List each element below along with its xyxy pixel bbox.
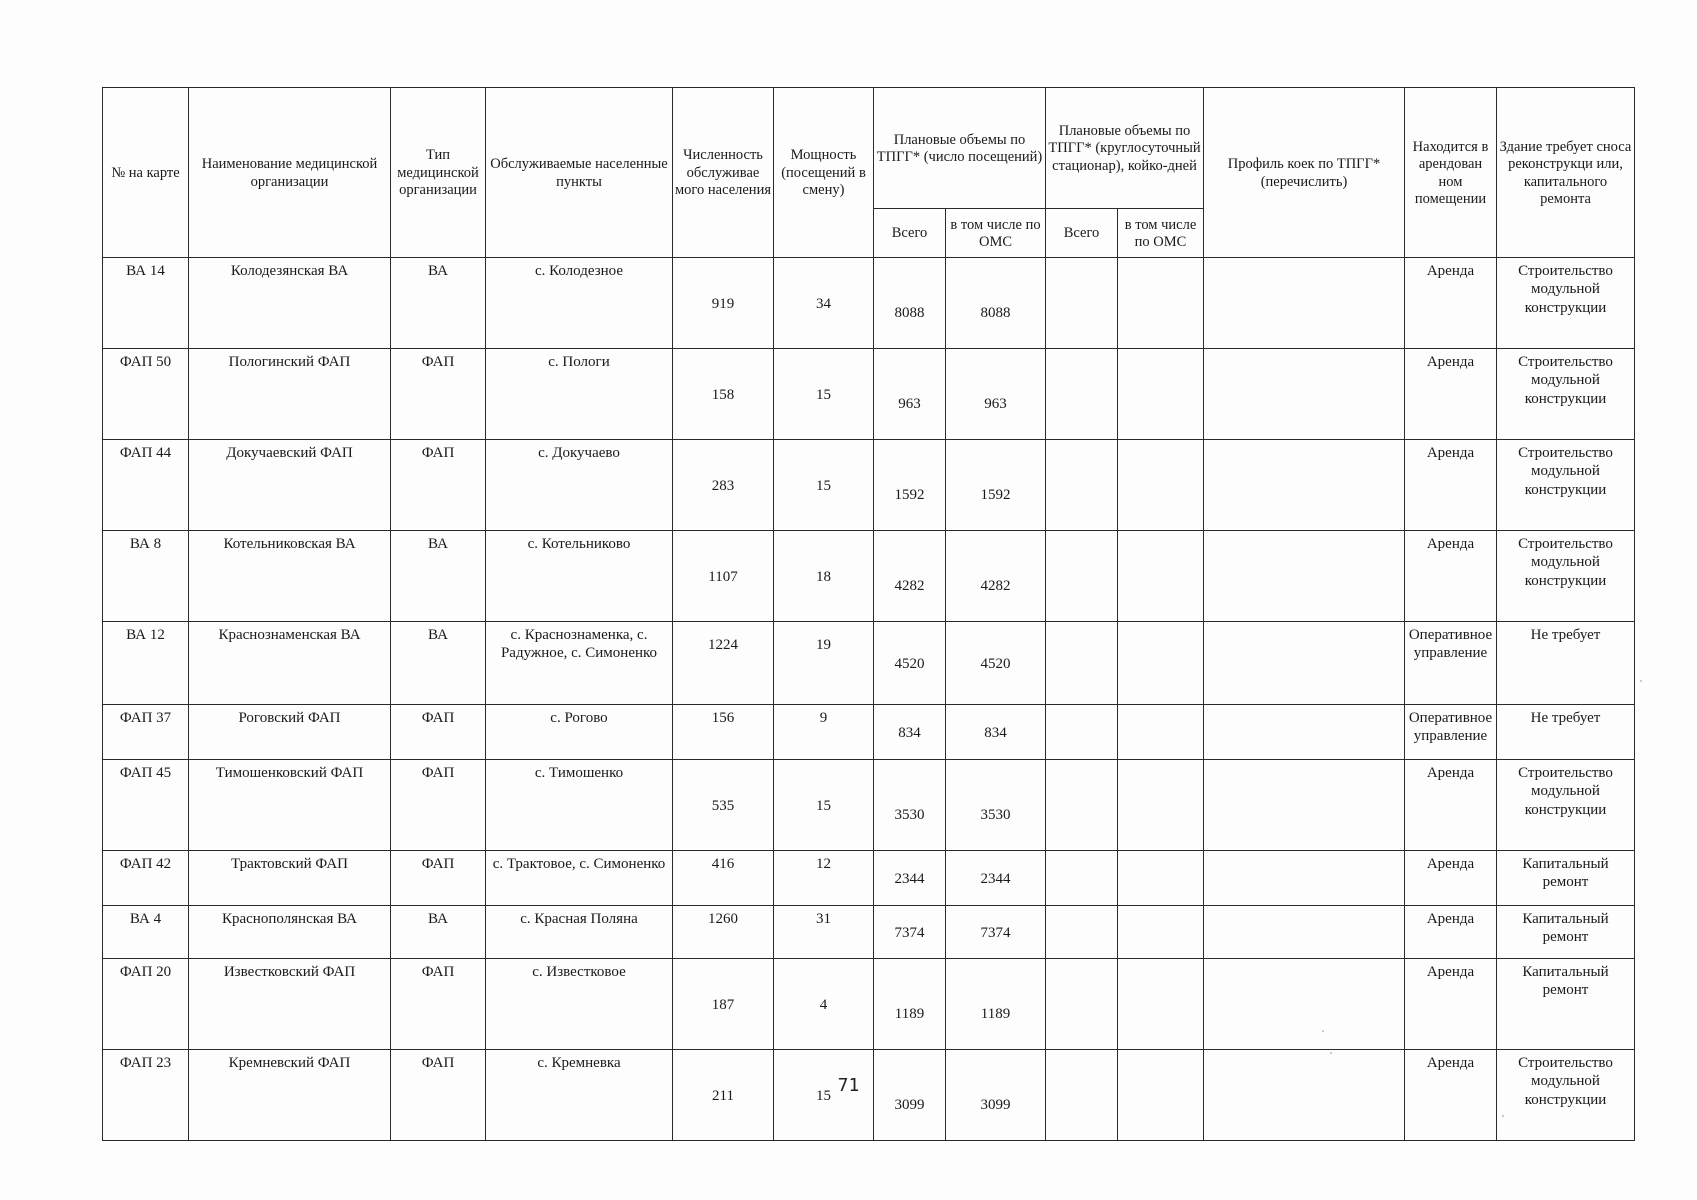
cell-profile xyxy=(1204,622,1405,705)
cell-visits-oms: 2344 xyxy=(946,851,1046,906)
cell-num: ВА 14 xyxy=(103,258,189,349)
cell-beddays-total xyxy=(1046,440,1118,531)
cell-capacity: 15 xyxy=(774,349,874,440)
cell-settlements: с. Красная Поляна xyxy=(486,906,673,959)
cell-visits-total: 7374 xyxy=(874,906,946,959)
cell-settlements: с. Колодезное xyxy=(486,258,673,349)
cell-beddays-total xyxy=(1046,851,1118,906)
medical-facilities-table xyxy=(102,87,1635,1141)
header-beddays-total: Всего xyxy=(1046,209,1118,258)
cell-building: Строительство модульной конструкции xyxy=(1497,440,1635,531)
cell-visits-oms: 3099 xyxy=(946,1050,1046,1141)
cell-capacity: 9 xyxy=(774,705,874,760)
header-visits-total: Всего xyxy=(874,209,946,258)
cell-name: Краснознаменская ВА xyxy=(189,622,391,705)
cell-settlements: с. Котельниково xyxy=(486,531,673,622)
cell-name: Кремневский ФАП xyxy=(189,1050,391,1141)
cell-rented: Аренда xyxy=(1405,959,1497,1050)
cell-type: ФАП xyxy=(391,705,486,760)
table-row xyxy=(103,531,1635,622)
cell-profile xyxy=(1204,349,1405,440)
cell-beddays-oms xyxy=(1118,258,1204,349)
cell-num: ФАП 42 xyxy=(103,851,189,906)
cell-population: 919 xyxy=(673,258,774,349)
cell-visits-total: 8088 xyxy=(874,258,946,349)
cell-name: Котельниковская ВА xyxy=(189,531,391,622)
header-beddays-oms: в том числе по ОМС xyxy=(1118,209,1204,258)
cell-population: 1224 xyxy=(673,622,774,705)
cell-num: ФАП 37 xyxy=(103,705,189,760)
cell-rented: Оперативное управление xyxy=(1405,705,1497,760)
cell-type: ВА xyxy=(391,906,486,959)
cell-profile xyxy=(1204,959,1405,1050)
cell-num: ФАП 20 xyxy=(103,959,189,1050)
cell-building: Строительство модульной конструкции xyxy=(1497,760,1635,851)
cell-beddays-oms xyxy=(1118,440,1204,531)
cell-capacity: 4 xyxy=(774,959,874,1050)
table-header xyxy=(103,88,1635,258)
cell-population: 211 xyxy=(673,1050,774,1141)
cell-population: 1107 xyxy=(673,531,774,622)
cell-beddays-total xyxy=(1046,906,1118,959)
cell-name: Известковский ФАП xyxy=(189,959,391,1050)
cell-type: ФАП xyxy=(391,1050,486,1141)
cell-visits-oms: 4282 xyxy=(946,531,1046,622)
cell-num: ВА 8 xyxy=(103,531,189,622)
cell-profile xyxy=(1204,851,1405,906)
cell-population: 156 xyxy=(673,705,774,760)
cell-beddays-oms xyxy=(1118,622,1204,705)
cell-capacity: 34 xyxy=(774,258,874,349)
cell-num: ВА 12 xyxy=(103,622,189,705)
cell-visits-total: 963 xyxy=(874,349,946,440)
cell-building: Строительство модульной конструкции xyxy=(1497,349,1635,440)
cell-type: ВА xyxy=(391,622,486,705)
header-settlements: Обслуживаемые населенные пункты xyxy=(486,88,673,258)
cell-building: Строительство модульной конструкции xyxy=(1497,1050,1635,1141)
cell-settlements: с. Пологи xyxy=(486,349,673,440)
cell-visits-total: 4282 xyxy=(874,531,946,622)
cell-profile xyxy=(1204,705,1405,760)
cell-name: Роговский ФАП xyxy=(189,705,391,760)
cell-rented: Аренда xyxy=(1405,258,1497,349)
cell-settlements: с. Известковое xyxy=(486,959,673,1050)
cell-type: ФАП xyxy=(391,440,486,531)
cell-visits-oms: 3530 xyxy=(946,760,1046,851)
cell-num: ФАП 45 xyxy=(103,760,189,851)
cell-rented: Аренда xyxy=(1405,440,1497,531)
cell-capacity: 15 xyxy=(774,440,874,531)
cell-settlements: с. Трактовое, с. Симоненко xyxy=(486,851,673,906)
cell-building: Капитальный ремонт xyxy=(1497,906,1635,959)
table-row xyxy=(103,906,1635,959)
cell-type: ФАП xyxy=(391,851,486,906)
cell-profile xyxy=(1204,258,1405,349)
cell-building: Строительство модульной конструкции xyxy=(1497,531,1635,622)
scan-speck xyxy=(1330,1052,1332,1054)
cell-name: Краснополянская ВА xyxy=(189,906,391,959)
cell-capacity: 12 xyxy=(774,851,874,906)
cell-visits-total: 3099 xyxy=(874,1050,946,1141)
cell-population: 1260 xyxy=(673,906,774,959)
page-number: 71 xyxy=(837,1075,860,1096)
cell-building: Капитальный ремонт xyxy=(1497,959,1635,1050)
cell-capacity: 18 xyxy=(774,531,874,622)
cell-type: ВА xyxy=(391,531,486,622)
cell-settlements: с. Рогово xyxy=(486,705,673,760)
cell-building: Строительство модульной конструкции xyxy=(1497,258,1635,349)
cell-type: ФАП xyxy=(391,349,486,440)
cell-visits-total: 1189 xyxy=(874,959,946,1050)
cell-settlements: с. Кремневка xyxy=(486,1050,673,1141)
table-row xyxy=(103,705,1635,760)
header-rented: Находится в арендован ном помещении xyxy=(1405,88,1497,258)
cell-capacity: 15 xyxy=(774,760,874,851)
cell-population: 158 xyxy=(673,349,774,440)
cell-profile xyxy=(1204,531,1405,622)
table-row xyxy=(103,622,1635,705)
cell-visits-oms: 4520 xyxy=(946,622,1046,705)
cell-name: Трактовский ФАП xyxy=(189,851,391,906)
table-body xyxy=(103,258,1635,1141)
cell-beddays-total xyxy=(1046,531,1118,622)
cell-capacity: 19 xyxy=(774,622,874,705)
header-beddays: Плановые объемы по ТПГГ* (круглосуточный стационар), койко-дней xyxy=(1046,88,1204,209)
cell-settlements: с. Тимошенко xyxy=(486,760,673,851)
cell-visits-total: 1592 xyxy=(874,440,946,531)
cell-visits-total: 834 xyxy=(874,705,946,760)
header-name: Наименование медицинской организации xyxy=(189,88,391,258)
cell-rented: Аренда xyxy=(1405,349,1497,440)
scan-speck xyxy=(1502,1115,1504,1117)
header-profile: Профиль коек по ТПГГ* (перечислить) xyxy=(1204,88,1405,258)
cell-building: Капитальный ремонт xyxy=(1497,851,1635,906)
cell-type: ВА xyxy=(391,258,486,349)
cell-num: ВА 4 xyxy=(103,906,189,959)
cell-capacity: 31 xyxy=(774,906,874,959)
cell-name: Докучаевский ФАП xyxy=(189,440,391,531)
cell-num: ФАП 23 xyxy=(103,1050,189,1141)
cell-settlements: с. Докучаево xyxy=(486,440,673,531)
header-population: Численность обслуживае мого населения xyxy=(673,88,774,258)
cell-population: 535 xyxy=(673,760,774,851)
cell-beddays-oms xyxy=(1118,851,1204,906)
table-row xyxy=(103,258,1635,349)
header-capacity: Мощность (посещений в смену) xyxy=(774,88,874,258)
table-row xyxy=(103,349,1635,440)
cell-visits-oms: 834 xyxy=(946,705,1046,760)
cell-beddays-oms xyxy=(1118,705,1204,760)
header-type: Тип медицинской организации xyxy=(391,88,486,258)
header-num: № на карте xyxy=(103,88,189,258)
cell-visits-oms: 1592 xyxy=(946,440,1046,531)
cell-visits-oms: 7374 xyxy=(946,906,1046,959)
cell-rented: Оперативное управление xyxy=(1405,622,1497,705)
cell-settlements: с. Краснознаменка, с. Радужное, с. Симоненко xyxy=(486,622,673,705)
cell-visits-oms: 8088 xyxy=(946,258,1046,349)
cell-beddays-total xyxy=(1046,258,1118,349)
cell-visits-total: 4520 xyxy=(874,622,946,705)
header-visits: Плановые объемы по ТПГГ* (число посещений) xyxy=(874,88,1046,209)
cell-beddays-oms xyxy=(1118,906,1204,959)
cell-population: 283 xyxy=(673,440,774,531)
cell-beddays-oms xyxy=(1118,760,1204,851)
cell-profile xyxy=(1204,440,1405,531)
table-row xyxy=(103,440,1635,531)
cell-beddays-oms xyxy=(1118,531,1204,622)
cell-rented: Аренда xyxy=(1405,531,1497,622)
cell-beddays-total xyxy=(1046,349,1118,440)
cell-name: Пологинский ФАП xyxy=(189,349,391,440)
cell-beddays-total xyxy=(1046,705,1118,760)
scan-speck xyxy=(1640,680,1642,682)
cell-beddays-total xyxy=(1046,760,1118,851)
cell-visits-oms: 1189 xyxy=(946,959,1046,1050)
cell-rented: Аренда xyxy=(1405,906,1497,959)
cell-num: ФАП 44 xyxy=(103,440,189,531)
cell-name: Тимошенковский ФАП xyxy=(189,760,391,851)
cell-profile xyxy=(1204,760,1405,851)
cell-rented: Аренда xyxy=(1405,851,1497,906)
cell-building: Не требует xyxy=(1497,622,1635,705)
cell-population: 187 xyxy=(673,959,774,1050)
cell-num: ФАП 50 xyxy=(103,349,189,440)
scan-speck xyxy=(1322,1030,1324,1032)
cell-type: ФАП xyxy=(391,760,486,851)
cell-name: Колодезянская ВА xyxy=(189,258,391,349)
cell-beddays-total xyxy=(1046,959,1118,1050)
table-row xyxy=(103,760,1635,851)
header-building: Здание требует сноса реконструкци или, капитального ремонта xyxy=(1497,88,1635,258)
cell-profile xyxy=(1204,906,1405,959)
cell-building: Не требует xyxy=(1497,705,1635,760)
cell-rented: Аренда xyxy=(1405,1050,1497,1141)
cell-beddays-oms xyxy=(1118,959,1204,1050)
cell-beddays-total xyxy=(1046,622,1118,705)
cell-type: ФАП xyxy=(391,959,486,1050)
cell-visits-oms: 963 xyxy=(946,349,1046,440)
cell-population: 416 xyxy=(673,851,774,906)
cell-rented: Аренда xyxy=(1405,760,1497,851)
cell-visits-total: 3530 xyxy=(874,760,946,851)
cell-visits-total: 2344 xyxy=(874,851,946,906)
cell-beddays-oms xyxy=(1118,349,1204,440)
table-row xyxy=(103,959,1635,1050)
table-row xyxy=(103,851,1635,906)
header-visits-oms: в том числе по ОМС xyxy=(946,209,1046,258)
cell-capacity: 15 xyxy=(774,1050,874,1141)
